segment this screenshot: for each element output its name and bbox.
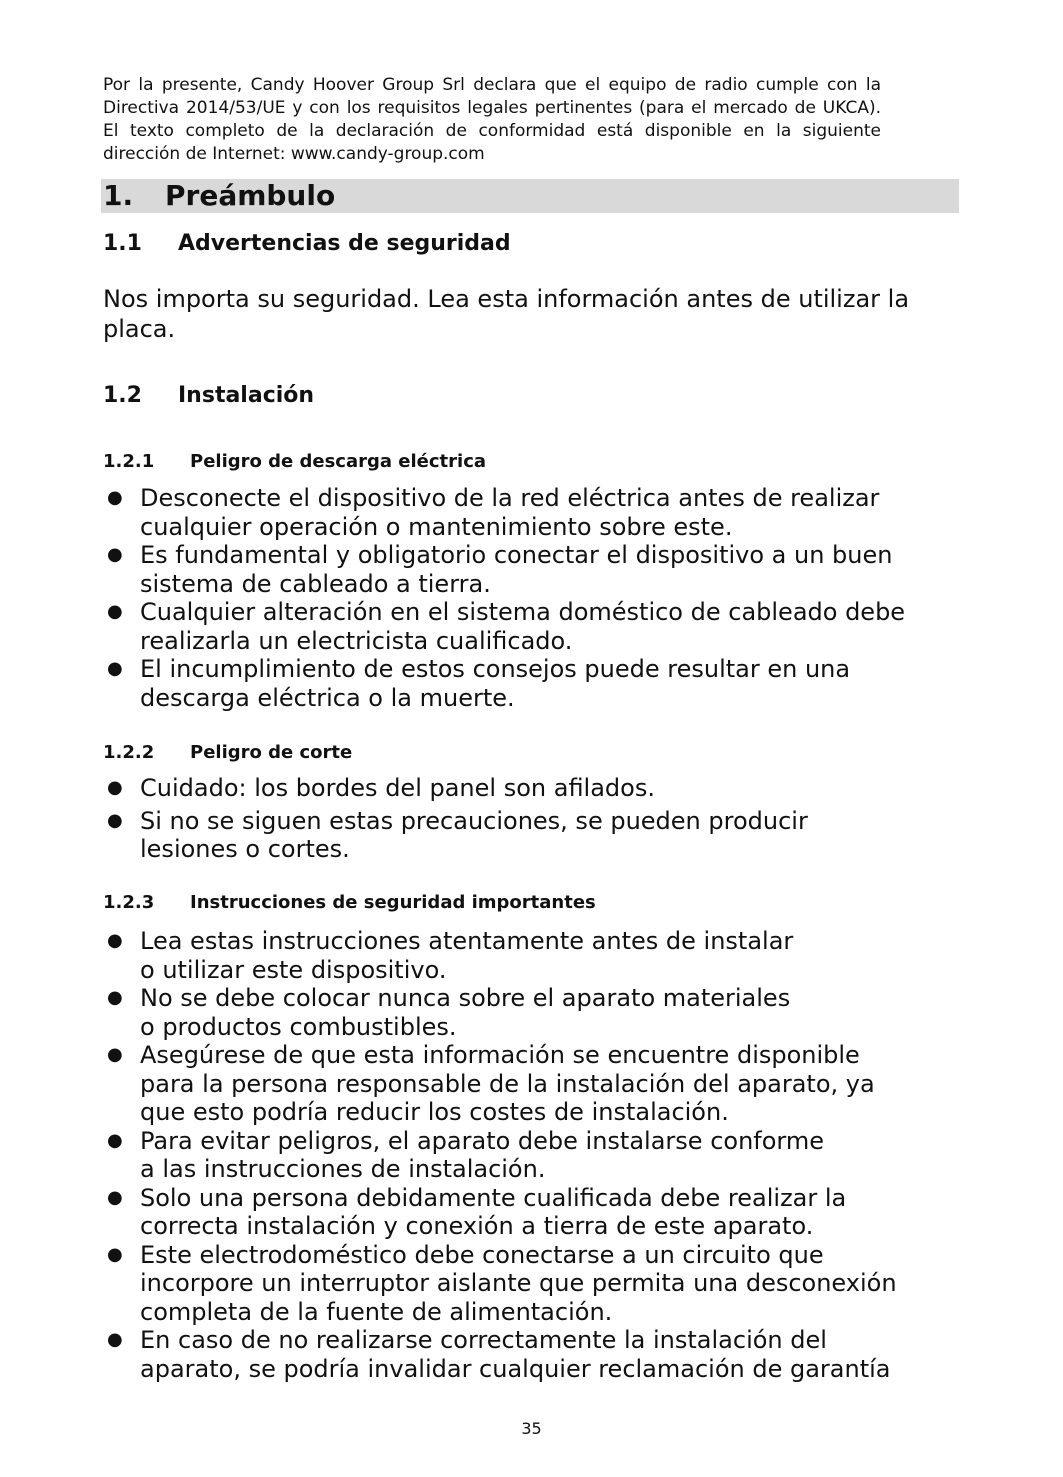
bullet-icon: ● bbox=[107, 1044, 123, 1065]
section-title: Peligro de corte bbox=[190, 742, 353, 763]
section-1-2-heading bbox=[103, 382, 314, 410]
list-item bbox=[103, 484, 963, 541]
section-number: 1.2.1 bbox=[103, 451, 155, 472]
cut-hazard-list bbox=[103, 774, 963, 864]
bullet-icon: ● bbox=[107, 930, 123, 951]
list-item-line: Solo una persona debidamente cualificada debe realizar la bbox=[140, 1183, 847, 1212]
list-item-line: El incumplimiento de estos consejos puede resultar en una bbox=[140, 655, 851, 683]
section-title: Instalación bbox=[178, 383, 315, 408]
list-item bbox=[103, 655, 963, 712]
bullet-icon: ● bbox=[107, 1186, 123, 1208]
list-item bbox=[103, 927, 963, 984]
list-item-line: descarga eléctrica o la muerte. bbox=[140, 683, 515, 712]
section-1-1-heading bbox=[103, 230, 511, 258]
list-item-line: Cuidado: los bordes del panel son afilados. bbox=[140, 774, 655, 802]
list-item bbox=[103, 1127, 963, 1184]
bullet-icon: ● bbox=[107, 601, 123, 622]
section-number: 1.2.3 bbox=[103, 892, 155, 913]
list-item bbox=[103, 598, 963, 655]
bullet-icon: ● bbox=[107, 1243, 123, 1265]
list-item-line: completa de la fuente de alimentación. bbox=[140, 1297, 613, 1326]
section-number: 1.2 bbox=[103, 383, 142, 408]
section-number: 1.1 bbox=[103, 231, 142, 256]
list-item-line: cualquier operación o mantenimiento sobre este. bbox=[140, 512, 733, 541]
list-item bbox=[103, 1241, 963, 1327]
bullet-icon: ● bbox=[107, 1329, 123, 1350]
electric-shock-list bbox=[103, 484, 963, 712]
list-item-line: o utilizar este dispositivo. bbox=[140, 955, 447, 984]
list-item-line: Lea estas instrucciones atentamente antes de instalar bbox=[140, 927, 794, 955]
list-item-line: lesiones o cortes. bbox=[140, 835, 350, 863]
list-item bbox=[103, 1326, 963, 1383]
list-item-line: incorpore un interruptor aislante que permita una desconexión bbox=[140, 1269, 897, 1297]
list-item bbox=[103, 541, 963, 598]
list-item bbox=[103, 807, 963, 864]
section-number: 1. bbox=[103, 179, 134, 212]
safety-intro-paragraph: Nos importa su seguridad. Lea esta información antes de utilizar la placa. bbox=[103, 285, 910, 343]
bullet-icon: ● bbox=[107, 809, 123, 831]
section-1-heading bbox=[103, 179, 335, 213]
bullet-icon: ● bbox=[107, 987, 123, 1008]
list-item bbox=[103, 984, 963, 1041]
list-item-line: No se debe colocar nunca sobre el aparato materiales bbox=[140, 984, 791, 1012]
list-item-line: que esto podría reducir los costes de instalación. bbox=[140, 1098, 729, 1126]
section-1-2-2-heading bbox=[103, 741, 352, 765]
section-title: Peligro de descarga eléctrica bbox=[190, 451, 487, 472]
list-item-line: Es fundamental y obligatorio conectar el dispositivo a un buen bbox=[140, 541, 893, 569]
list-item-line: Desconecte el dispositivo de la red eléctrica antes de realizar bbox=[140, 484, 880, 512]
bullet-icon: ● bbox=[107, 487, 123, 508]
list-item bbox=[103, 1184, 963, 1241]
important-instructions-list bbox=[103, 927, 963, 1383]
bullet-icon: ● bbox=[107, 544, 123, 565]
list-item-line: Cualquier alteración en el sistema doméstico de cableado debe bbox=[140, 598, 906, 626]
bullet-icon: ● bbox=[107, 1129, 123, 1151]
section-1-2-3-heading bbox=[103, 891, 596, 915]
list-item-line: o productos combustibles. bbox=[140, 1012, 457, 1041]
list-item-line: correcta instalación y conexión a tierra de este aparato. bbox=[140, 1212, 814, 1240]
bullet-icon: ● bbox=[107, 658, 123, 679]
list-item bbox=[103, 1041, 963, 1127]
section-number: 1.2.2 bbox=[103, 742, 155, 763]
list-item-line: Asegúrese de que esta información se encuentre disponible bbox=[140, 1041, 860, 1069]
list-item-line: Este electrodoméstico debe conectarse a un circuito que bbox=[140, 1240, 824, 1269]
list-item-line: sistema de cableado a tierra. bbox=[140, 569, 491, 598]
section-title: Preámbulo bbox=[165, 179, 336, 212]
list-item-line: aparato, se podría invalidar cualquier reclamación de garantía bbox=[140, 1354, 891, 1383]
list-item-line: realizarla un electricista cualificado. bbox=[140, 626, 573, 655]
list-item-line: Si no se siguen estas precauciones, se pueden producir bbox=[140, 806, 808, 835]
list-item-line: para la persona responsable de la instalación del aparato, ya bbox=[140, 1069, 875, 1098]
section-title: Instrucciones de seguridad importantes bbox=[190, 892, 596, 913]
declaration-paragraph: Por la presente, Candy Hoover Group Srl declara que el equipo de radio cumple con la Directiva 2014/53/UE y con los requisitos legales pertinentes (para el mercado de UKCA). El texto completo de la declaración de conformidad está disponible en la siguiente dirección de Internet: www.candy-group.com bbox=[103, 75, 881, 164]
list-item-line: En caso de no realizarse correctamente la instalación del bbox=[140, 1326, 827, 1354]
page-number: 35 bbox=[521, 1419, 542, 1438]
bullet-icon: ● bbox=[107, 777, 123, 798]
section-1-2-1-heading bbox=[103, 450, 486, 474]
list-item-line: a las instrucciones de instalación. bbox=[140, 1155, 546, 1183]
list-item bbox=[103, 774, 963, 803]
list-item-line: Para evitar peligros, el aparato debe instalarse conforme bbox=[140, 1126, 824, 1155]
section-title: Advertencias de seguridad bbox=[178, 231, 511, 256]
